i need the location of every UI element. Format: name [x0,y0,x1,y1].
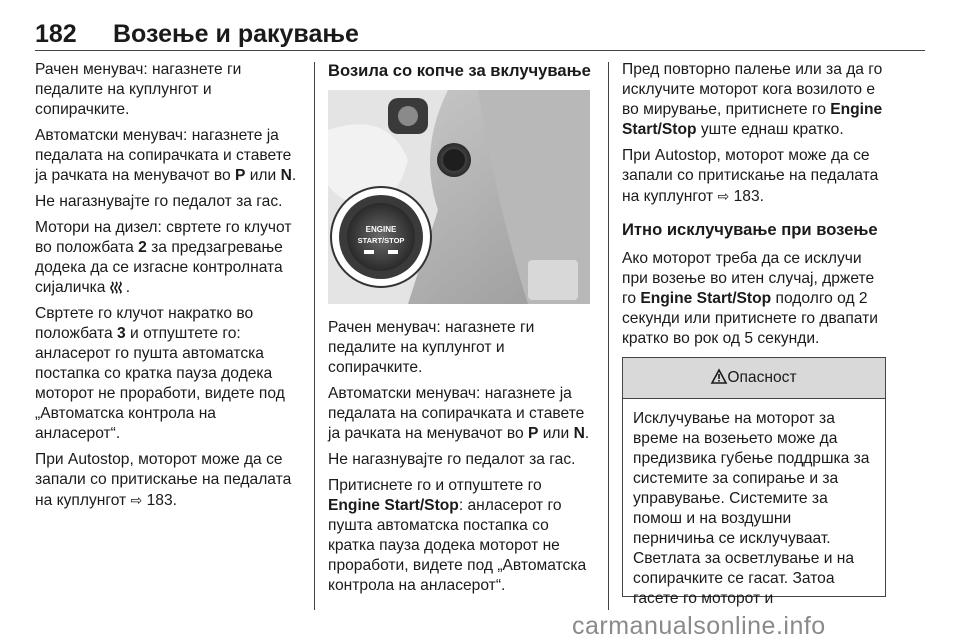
paragraph: Рачен менувач: нагазнете ги педалите на куплунгот и сопирачките. [328,319,535,376]
key-position-3: 3 [117,325,126,342]
text: Притиснете го и отпуштете го [328,477,542,494]
indicator-right [388,250,398,254]
warning-title: Опасност [727,369,797,386]
page-header [35,20,925,52]
paragraph: Рачен менувач: нагазнете ги педалите на куплунгот и сопирачките. [35,61,242,118]
paragraph [35,126,301,186]
text: или [245,167,281,184]
text: . [291,167,297,184]
engine-start-stop-label: Engine Start/Stop [328,497,459,514]
text: : анласерот го пушта автоматска постапка со кратка пауза додека моторот не проработи, видете под „Автоматска контрола на анласерот“. [328,497,587,594]
engine-start-stop-photo [328,90,590,304]
warning-header [623,358,885,399]
pedal [528,260,578,300]
text: . [125,279,131,296]
page-number: 182 [35,20,77,48]
text: за предзагревање додека да се изгасне контролната сијаличка [35,239,283,296]
text: Пред повторно палење или за да го исклучите моторот кога возилото е во мирување, притиснете го [622,61,883,118]
text: подолго од 2 секунди или притиснете го двапати кратко во рок од 5 секунди. [622,290,878,347]
section-heading: Возила со копче за вклучување [328,61,591,80]
watermark: carmanualsonline.info [572,612,826,640]
text: Свртете го клучот накратко во положбата [35,305,254,342]
button-label-line1: ENGINE [365,225,397,234]
key-position-2: 2 [138,239,147,256]
page-reference[interactable]: 183. [146,492,177,509]
button-label-line2: START/STOP [357,236,405,245]
paragraph [622,249,888,349]
column-1 [35,60,301,517]
paragraph [35,304,301,444]
glow-plug-icon [110,279,126,296]
text: или [538,425,574,442]
gear-p: P [527,425,539,442]
paragraph [622,146,888,207]
paragraph [328,384,596,444]
paragraph [622,60,888,140]
gear-n: N [280,167,292,184]
warning-box [622,357,886,607]
column-2 [328,60,596,602]
text: уште еднаш кратко. [696,121,844,138]
text: Ако моторот треба да се исклучи при возење во итен случај, држете го [622,250,875,307]
chapter-title: Возење и ракување [113,20,359,48]
header-divider [35,50,925,51]
column-divider-2 [608,62,609,610]
paragraph [35,218,301,298]
warning-triangle-icon [711,369,727,386]
text: и отпуштете го: анласерот го пушта автоматска постапка со кратка пауза додека моторот не проработи, видете под „Автоматска контрола на анласерот“. [35,325,285,442]
text: При Autostop, моторот може да се запали со притискање на педалата на куплунгот [35,451,292,509]
text: Автоматски менувач: нагазнете ја педалата на сопирачката и ставете ја рачката на менувачот во [35,127,292,184]
column-divider-1 [314,62,315,610]
page-reference[interactable]: 183. [733,188,764,205]
page-ref-arrow-icon: ⇨ [130,492,143,508]
section-heading: Итно исклучување при возење [622,220,878,239]
gear-p: P [234,167,246,184]
paragraph: Не нагазнувајте го педалот за гас. [328,451,576,468]
paragraph [35,450,301,511]
engine-start-stop-label: Engine Start/Stop [622,101,883,138]
paragraph [328,476,596,596]
text: . [584,425,590,442]
text: При Autostop, моторот може да се запали со притискање на педалата на куплунгот [622,147,879,205]
text: Автоматски менувач: нагазнете ја педалата на сопирачката и ставете ја рачката на менувачот во [328,385,585,442]
warning-text: Исклучување на моторот за време на возењето може да предизвика губење поддршка за системите за сопирање и за управување. Системите за помош и на воздушни перничиња се исклучуваат. Светлата за осветлување и на сопирачките се гасат. Затоа гасете го моторот и [633,410,870,607]
column-3 [622,60,888,607]
engine-start-stop-label: Engine Start/Stop [640,290,772,307]
indicator-left [364,250,374,254]
paragraph: Не нагазнувајте го педалот за гас. [35,193,283,210]
gear-n: N [573,425,585,442]
text: Мотори на дизел: свртете го клучот во положбата [35,219,292,256]
page-ref-arrow-icon: ⇨ [717,188,730,204]
